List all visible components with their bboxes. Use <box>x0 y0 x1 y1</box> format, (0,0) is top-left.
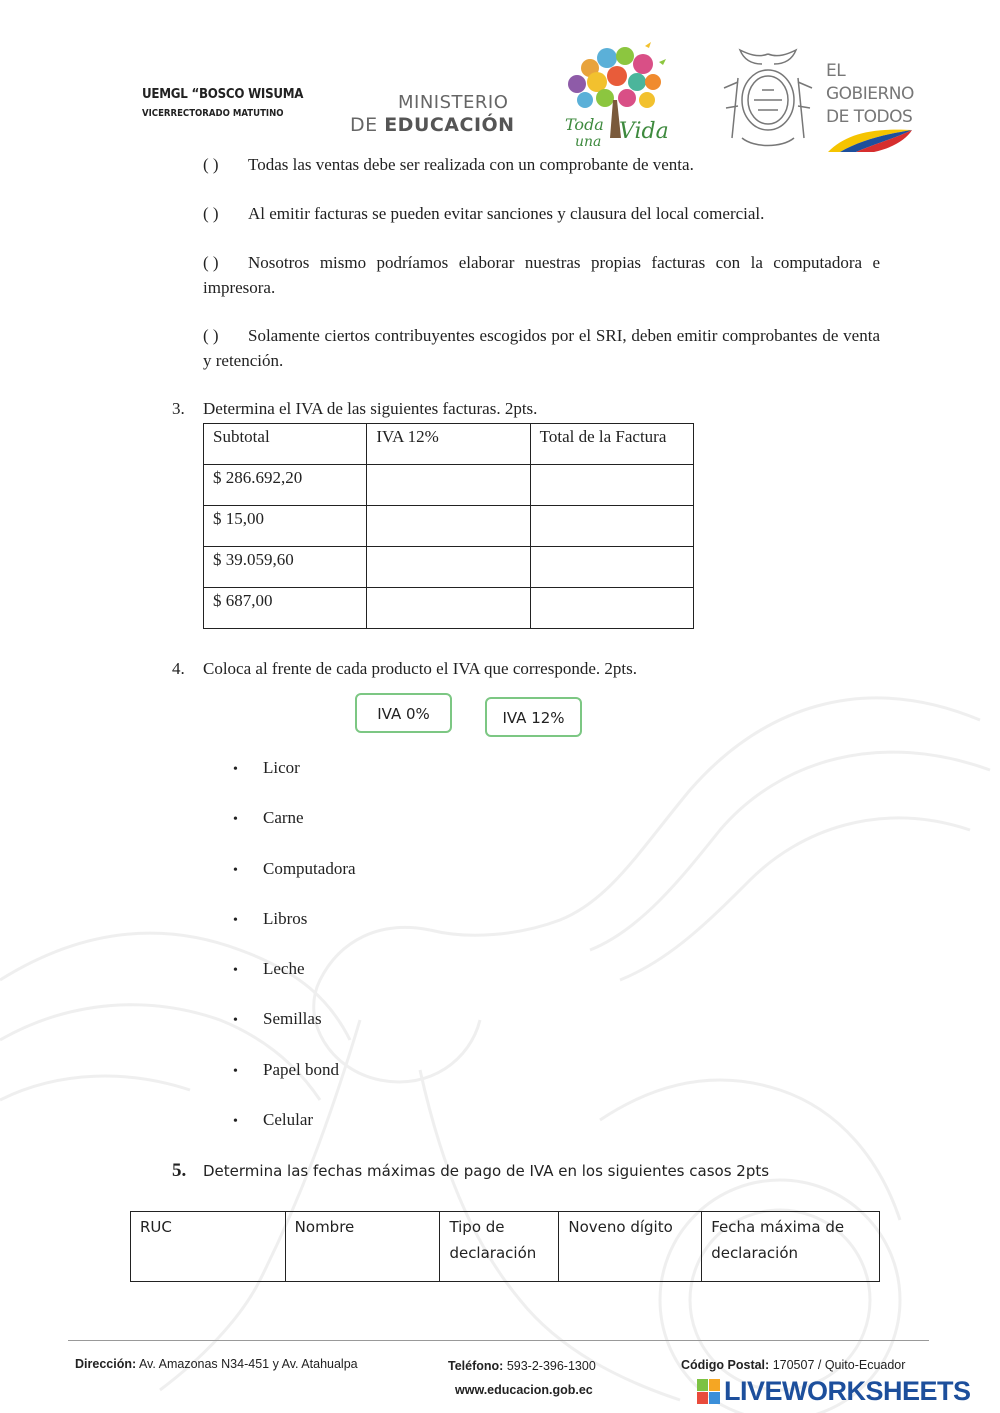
table-row <box>204 588 694 629</box>
header-noveno: Noveno dígito <box>559 1212 702 1282</box>
question-4-number: 4. <box>172 659 185 678</box>
product-name: Papel bond <box>263 1059 340 1079</box>
table-header-row <box>131 1212 880 1282</box>
school-name: UEMGL “BOSCO WISUMA <box>142 86 304 102</box>
list-item[interactable] <box>233 1056 356 1106</box>
question-3-number: 3. <box>172 399 185 418</box>
header-iva: IVA 12% <box>367 424 530 465</box>
ministry-education: EDUCACIÓN <box>384 114 515 136</box>
footer-address <box>75 1357 358 1371</box>
list-item[interactable] <box>233 855 356 905</box>
table-header-row <box>204 424 694 465</box>
subtotal-cell: $ 286.692,20 <box>204 465 367 506</box>
header-tipo: Tipo de declaración <box>440 1212 559 1282</box>
total-answer-cell[interactable] <box>530 547 693 588</box>
header-subtotal: Subtotal <box>204 424 367 465</box>
statement-1 <box>203 152 880 177</box>
table-row <box>204 547 694 588</box>
product-name: Computadora <box>263 858 356 878</box>
statement-2-text: Al emitir facturas se pueden evitar sanciones y clausura del local comercial. <box>248 204 765 223</box>
list-item[interactable] <box>233 905 356 955</box>
postal-label: Código Postal: <box>681 1358 770 1372</box>
gob-line-2: GOBIERNO <box>826 84 914 104</box>
list-item[interactable] <box>233 955 356 1005</box>
answer-blank-4[interactable]: ( ) <box>203 326 219 345</box>
statement-4 <box>203 323 880 373</box>
table-row <box>204 465 694 506</box>
product-name: Libros <box>263 908 308 928</box>
iva-0-option[interactable]: IVA 0% <box>355 693 452 733</box>
footer-divider <box>68 1340 929 1341</box>
iva-dates-table <box>130 1211 880 1282</box>
total-answer-cell[interactable] <box>530 588 693 629</box>
header-nombre: Nombre <box>285 1212 440 1282</box>
tree-line-2: una <box>575 134 602 150</box>
bullet: • <box>233 912 238 928</box>
total-answer-cell[interactable] <box>530 465 693 506</box>
question-4-text: Coloca al frente de cada producto el IVA que corresponde. 2pts. <box>203 659 637 678</box>
header-fecha: Fecha máxima de declaración <box>702 1212 880 1282</box>
question-5 <box>172 1160 769 1182</box>
bullet: • <box>233 1114 238 1130</box>
footer-website[interactable]: www.educacion.gob.ec <box>455 1383 593 1397</box>
question-5-number: 5. <box>172 1160 187 1181</box>
liveworksheets-brand[interactable]: LIVEWORKSHEETS <box>724 1376 971 1406</box>
gob-line-1: EL <box>826 61 846 81</box>
address-value: Av. Amazonas N34-451 y Av. Atahualpa <box>138 1357 358 1371</box>
iva-invoice-table <box>203 423 694 629</box>
list-item[interactable] <box>233 804 356 854</box>
answer-blank-3[interactable]: ( ) <box>203 253 219 272</box>
bullet: • <box>233 1063 238 1079</box>
statement-3-text: Nosotros mismo podríamos elaborar nuestras propias facturas con la computadora e impresora. <box>203 253 880 297</box>
list-item[interactable] <box>233 754 356 804</box>
iva-12-option[interactable]: IVA 12% <box>485 697 582 737</box>
product-name: Celular <box>263 1110 314 1130</box>
iva-answer-cell[interactable] <box>367 506 530 547</box>
iva-answer-cell[interactable] <box>367 588 530 629</box>
gobierno-de-todos-logo <box>826 60 914 129</box>
postal-value: 170507 / Quito-Ecuador <box>772 1358 906 1372</box>
question-4 <box>172 658 637 680</box>
gob-line-3: DE TODOS <box>826 107 913 127</box>
bullet: • <box>233 862 238 878</box>
ministry-title: MINISTERIO <box>398 92 509 113</box>
statement-3 <box>203 250 880 300</box>
gobierno-flag-swoosh <box>826 126 916 154</box>
subtotal-cell: $ 15,00 <box>204 506 367 547</box>
bullet: • <box>233 1013 238 1029</box>
total-answer-cell[interactable] <box>530 506 693 547</box>
liveworksheets-icon <box>697 1379 721 1405</box>
ministry-de: DE <box>350 114 378 136</box>
list-item[interactable] <box>233 1005 356 1055</box>
phone-value: 593-2-396-1300 <box>506 1359 596 1373</box>
statement-1-text: Todas las ventas debe ser realizada con un comprobante de venta. <box>248 155 694 174</box>
subtotal-cell: $ 687,00 <box>204 588 367 629</box>
footer-postal <box>681 1358 905 1372</box>
product-name: Leche <box>263 959 305 979</box>
iva-answer-cell[interactable] <box>367 547 530 588</box>
product-name: Carne <box>263 808 304 828</box>
footer-phone <box>448 1359 596 1373</box>
ecuador-coat-of-arms <box>718 48 818 156</box>
school-subtitle: VICERRECTORADO MATUTINO <box>142 108 284 119</box>
bullet: • <box>233 963 238 979</box>
statement-2 <box>203 201 880 226</box>
bullet: • <box>233 762 238 777</box>
answer-blank-1[interactable]: ( ) <box>203 155 219 174</box>
tree-line-3: Vida <box>619 119 669 144</box>
bullet: • <box>233 812 238 828</box>
header-total: Total de la Factura <box>530 424 693 465</box>
list-item[interactable] <box>233 1106 356 1156</box>
question-3-text: Determina el IVA de las siguientes facturas. 2pts. <box>203 399 538 418</box>
question-3 <box>172 398 537 420</box>
answer-blank-2[interactable]: ( ) <box>203 204 219 223</box>
tree-line-1: Toda <box>565 115 604 134</box>
product-name: Semillas <box>263 1009 322 1029</box>
toda-una-vida-tree-logo <box>555 38 677 156</box>
product-name: Licor <box>263 758 300 777</box>
iva-answer-cell[interactable] <box>367 465 530 506</box>
table-row <box>204 506 694 547</box>
statement-4-text: Solamente ciertos contribuyentes escogidos por el SRI, deben emitir comprobantes de venta y retención. <box>203 326 880 370</box>
phone-label: Teléfono: <box>448 1359 504 1373</box>
ministry-subtitle <box>350 114 515 136</box>
address-label: Dirección: <box>75 1357 137 1371</box>
header-ruc: RUC <box>131 1212 286 1282</box>
subtotal-cell: $ 39.059,60 <box>204 547 367 588</box>
question-5-text: Determina las fechas máximas de pago de IVA en los siguientes casos 2pts <box>203 1162 770 1180</box>
product-list <box>233 754 356 1156</box>
